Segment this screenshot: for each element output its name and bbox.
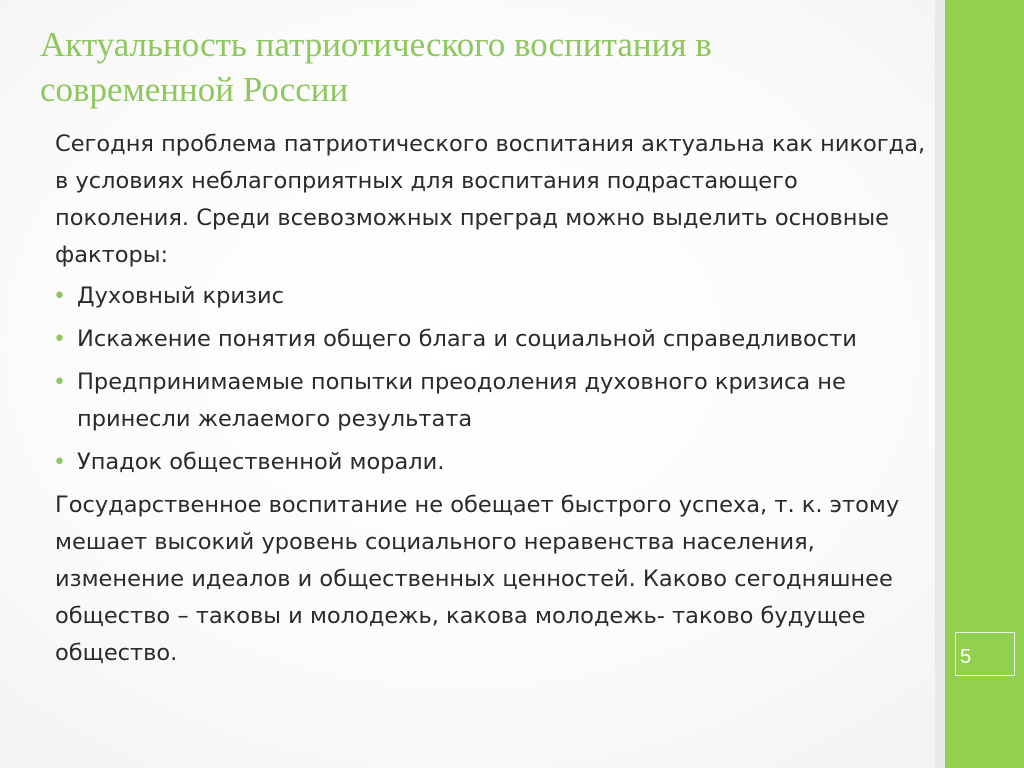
list-item-text: Духовный кризис	[77, 283, 284, 309]
bullet-dot-icon: •	[53, 327, 66, 352]
bullet-dot-icon: •	[53, 284, 66, 309]
intro-paragraph: Сегодня проблема патриотического воспитания актуальна как никогда, в условиях неблагоприятных для воспитания подрастающего поколения. Среди всевозможных преград можно выделить основные факторы:	[55, 131, 926, 268]
list-item	[55, 278, 930, 315]
list-item-text: Искажение понятия общего блага и социальной справедливости	[77, 326, 857, 352]
list-item	[55, 364, 930, 438]
list-item	[55, 444, 930, 481]
page-number: 5	[955, 632, 1015, 676]
list-item-text: Предпринимаемые попытки преодоления духовного кризиса не принесли желаемого результата	[77, 369, 846, 432]
slide-content	[55, 126, 930, 672]
bullet-dot-icon: •	[53, 370, 66, 395]
slide-title: Актуальность патриотического воспитания в современной России	[40, 25, 712, 109]
side-stripe-shadow	[935, 0, 945, 768]
list-item	[55, 321, 930, 358]
bullet-dot-icon: •	[53, 450, 66, 475]
closing-paragraph: Государственное воспитание не обещает быстрого успеха, т. к. этому мешает высокий уровень социального неравенства населения, изменение идеалов и общественных ценностей. Каково сегодняшнее общество – таковы и молодежь, какова молодежь- таково будущее общество.	[55, 492, 900, 666]
factors-list	[55, 278, 930, 481]
list-item-text: Упадок общественной морали.	[77, 449, 445, 475]
